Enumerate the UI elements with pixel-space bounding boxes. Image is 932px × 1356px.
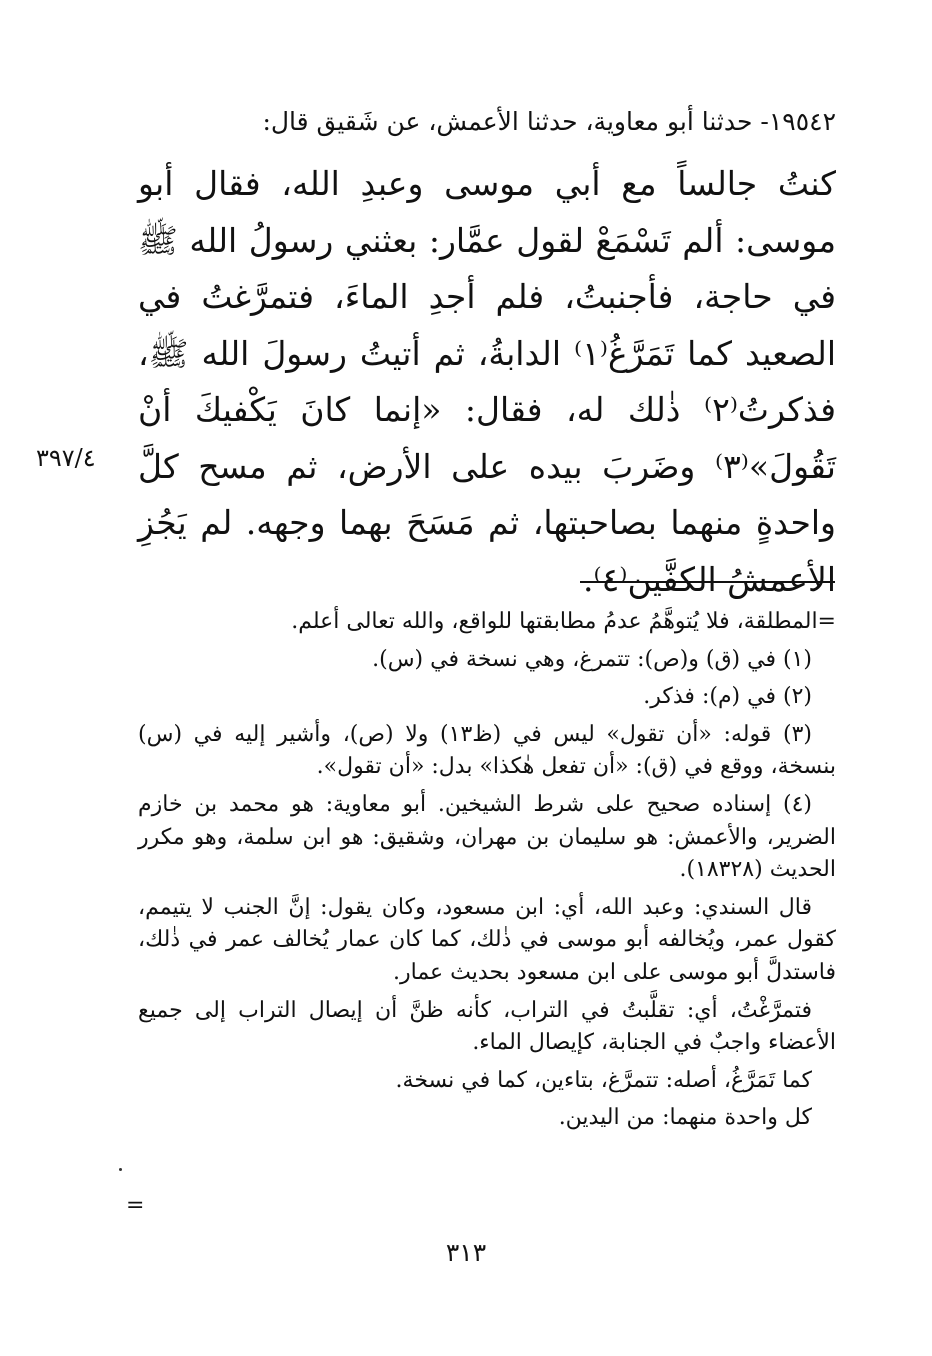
footnote-1: (١) في (ق) و(ص): تتمرغ، وهي نسخة في (س). [372, 646, 812, 672]
commentary-tamarraghtu: فتمرَّغْتُ، أي: تقلَّبتُ في التراب، كأنه ظنَّ أن إيصال التراب إلى جميع الأعضاء واجبٌ في الجنابة، كإيصال الماء. [138, 997, 836, 1056]
margin-volume-page-reference: ٣٩٧/٤ [36, 444, 96, 472]
footnote-continuation: =المطلقة، فلا يُتوهَّمُ عدمُ مطابقتها للواقع، والله تعالى أعلم. [291, 609, 836, 634]
page-number: ٣١٣ [445, 1238, 487, 1267]
hadith-chain-header: ١٩٥٤٢- حدثنا أبو معاوية، حدثنا الأعمش، عن شَقيق قال: [262, 107, 836, 136]
commentary-sindi: قال السندي: وعبد الله، أي: ابن مسعود، وكان يقول: إنَّ الجنب لا يتيمم، كقول عمر، ويُخالفه أبو موسى في ذٰلك، كما كان عمار يُخالف عمر في ذٰلك، فاستدلَّ أبو موسى على ابن مسعود بحديث عمار. [138, 894, 836, 985]
footnote-4: (٤) إسناده صحيح على شرط الشيخين. أبو معاوية: هو محمد بن خازم الضرير، والأعمش: هو سليمان بن مهران، وشقيق: هو ابن سلمة، وهو مكرر الحديث (١٨٣٢٨). [138, 791, 836, 883]
commentary-kull-wahida: كل واحدة منهما: من اليدين. [558, 1105, 812, 1131]
footnote-3: (٣) قوله: «أن تقول» ليس في (ظ١٣) ولا (ص)، وأشير إليه في (س) بنسخة، ووقع في (ق): «أن تفعل هٰكذا» بدل: «أن تقول». [138, 721, 836, 780]
footnotes-section [138, 606, 836, 1140]
footnote-2: (٢) في (م): فذكر. [643, 684, 812, 710]
footnote-separator-rule [580, 581, 835, 583]
hadith-text [138, 156, 836, 608]
commentary-kama-tamarragh: كما تَمَرَّغُ، أصله: تتمرَّغ، بتاءين، كما في نسخة. [395, 1067, 812, 1093]
hadith-body-paragraph: كنتُ جالساً مع أبي موسى وعبدِ الله، فقال أبو موسى: ألم تَسْمَعْ لقول عمَّار: بعثني رسولُ الله ﷺ في حاجة، فأجنبتُ، فلم أجدِ الماءَ، فتمرَّغتُ في الصعيد كما تَمَرَّغُ⁽١⁾ الدابةُ، ثم أتيتُ رسولَ الله ﷺ، فذكرتُ⁽٢⁾ ذٰلك له، فقال: «إنما كانَ يَكْفيكَ أنْ تَقُولَ»⁽٣⁾ وضَربَ بيده على الأرض، ثم مسح كلَّ واحدةٍ منهما بصاحبتها، ثم مَسَحَ بهما وجهه. لم يَجُزِ الأعمشُ الكفَّين⁽٤⁾. [138, 164, 836, 599]
stray-print-dot [119, 1168, 122, 1171]
continued-mark: = [126, 1193, 145, 1218]
